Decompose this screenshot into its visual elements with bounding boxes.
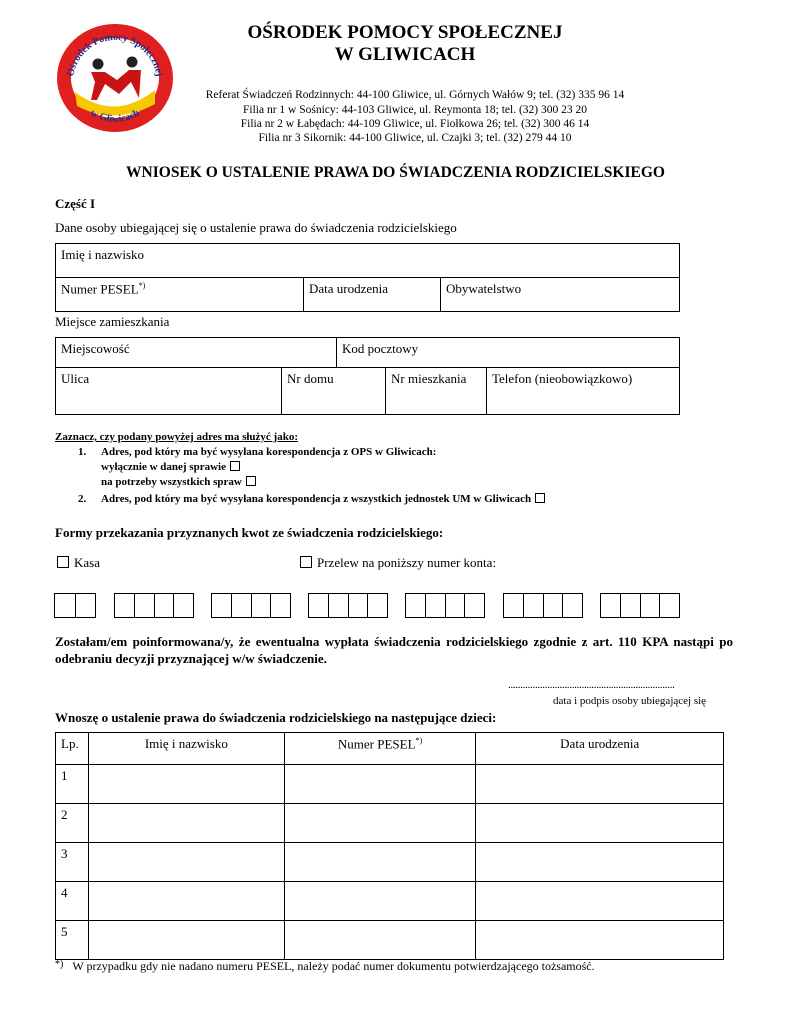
institution-name: OŚRODEK POMOCY SPOŁECZNEJ	[247, 22, 563, 43]
child-name-cell[interactable]	[88, 882, 284, 921]
signature-line[interactable]: ....................................................................	[508, 679, 675, 691]
footnote	[55, 959, 595, 974]
address-use-item-2-number: 2.	[78, 493, 87, 505]
col-pesel-footnote-mark: *)	[415, 736, 423, 745]
name-field[interactable]	[55, 243, 680, 278]
account-number-group-1[interactable]	[54, 593, 96, 618]
address-use-item-1: Adres, pod który ma być wysyłana korespondencja z OPS w Gliwicach:	[101, 446, 437, 458]
flat-no-field[interactable]	[385, 367, 487, 415]
address-use-heading: Zaznacz, czy podany powyżej adres ma służyć jako:	[55, 431, 298, 443]
col-pesel	[284, 733, 476, 765]
address-use-item-1-number: 1.	[78, 446, 87, 458]
um-correspondence-checkbox[interactable]	[535, 493, 545, 503]
address-use-item-2-label: Adres, pod który ma być wysyłana korespondencja z wszystkich jednostek UM w Gliwicach	[101, 493, 532, 505]
phone-label: Telefon (nieobowiązkowo)	[492, 371, 633, 386]
row-number: 4	[56, 882, 89, 921]
pesel-field[interactable]	[55, 277, 304, 312]
form-title: WNIOSEK O USTALENIE PRAWA DO ŚWIADCZENIA RODZICIELSKIEGO	[126, 164, 665, 181]
child-birth-date-cell[interactable]	[476, 921, 724, 960]
citizenship-label: Obywatelstwo	[446, 281, 522, 296]
institution-city: W GLIWICACH	[334, 44, 476, 65]
child-pesel-cell[interactable]	[284, 843, 476, 882]
table-row	[56, 804, 724, 843]
child-birth-date-cell[interactable]	[476, 843, 724, 882]
street-label: Ulica	[61, 371, 90, 386]
child-name-cell[interactable]	[88, 804, 284, 843]
applicant-intro: Dane osoby ubiegającej się o ustalenie prawa do świadczenia rodzicielskiego	[55, 220, 457, 235]
row-number: 1	[56, 765, 89, 804]
ops-gliwice-logo	[55, 22, 175, 134]
birth-date-field[interactable]	[303, 277, 441, 312]
address-line-2: Filia nr 1 w Sośnicy: 44-103 Gliwice, ul. Reymonta 18; tel. (32) 300 23 20	[242, 104, 587, 116]
transfer-checkbox[interactable]	[300, 556, 312, 568]
children-table-header	[56, 733, 724, 765]
children-heading: Wnoszę o ustalenie prawa do świadczenia rodzicielskiego na następujące dzieci:	[55, 710, 497, 725]
address-line-3: Filia nr 2 w Łabędach: 44-109 Gliwice, ul. Fiołkowa 26; tel. (32) 300 46 14	[240, 118, 590, 130]
children-table	[55, 732, 724, 960]
single-case-checkbox[interactable]	[230, 461, 240, 471]
information-statement: Zostałam/em poinformowana/y, że ewentualna wypłata świadczenia rodzicielskiego zgodnie z art. 110 KPA nastąpi po odebraniu decyzji przyznającej w/w świadczenie.	[55, 634, 733, 666]
option-all-cases[interactable]	[101, 475, 256, 490]
residence-heading: Miejsce zamieszkania	[55, 314, 170, 329]
child-birth-date-cell[interactable]	[476, 765, 724, 804]
footnote-text: W przypadku gdy nie nadano numeru PESEL, należy podać numer dokumentu potwierdzającego tożsamość.	[72, 959, 595, 973]
child-pesel-cell[interactable]	[284, 804, 476, 843]
pesel-label: Numer PESEL	[61, 281, 139, 297]
logo-text-bottom: w Gliwicach	[88, 107, 142, 125]
child-pesel-cell[interactable]	[284, 921, 476, 960]
option-single-case[interactable]	[101, 460, 240, 475]
child-pesel-cell[interactable]	[284, 765, 476, 804]
footnote-mark: *)	[55, 959, 64, 970]
row-number: 3	[56, 843, 89, 882]
row-number: 5	[56, 921, 89, 960]
street-field[interactable]	[55, 367, 282, 415]
address-line-1: Referat Świadczeń Rodzinnych: 44-100 Gliwice, ul. Górnych Wałów 9; tel. (32) 335 96 14	[205, 89, 625, 101]
address-line-4: Filia nr 3 Sikornik: 44-100 Gliwice, ul. Czajki 3; tel. (32) 279 44 10	[258, 132, 572, 144]
logo-text-top: Ośrodek Pomocy Społecznej	[65, 31, 165, 78]
flat-no-label: Nr mieszkania	[391, 371, 467, 386]
col-name: Imię i nazwisko	[88, 733, 284, 765]
postal-code-label: Kod pocztowy	[342, 341, 419, 356]
child-birth-date-cell[interactable]	[476, 804, 724, 843]
child-birth-date-cell[interactable]	[476, 882, 724, 921]
account-number-group-4[interactable]	[308, 593, 388, 618]
account-number-group-3[interactable]	[211, 593, 291, 618]
name-label: Imię i nazwisko	[61, 247, 145, 262]
account-number-group-2[interactable]	[114, 593, 194, 618]
house-no-label: Nr domu	[287, 371, 334, 386]
child-name-cell[interactable]	[88, 921, 284, 960]
pesel-footnote-mark: *)	[138, 281, 146, 290]
city-field[interactable]	[55, 337, 337, 368]
child-name-cell[interactable]	[88, 843, 284, 882]
cash-checkbox[interactable]	[57, 556, 69, 568]
house-no-field[interactable]	[281, 367, 386, 415]
option-transfer[interactable]	[300, 555, 496, 571]
phone-field[interactable]	[486, 367, 680, 415]
option-cash[interactable]	[57, 555, 100, 571]
signature-label: data i podpis osoby ubiegającej się	[553, 695, 707, 707]
birth-date-label: Data urodzenia	[309, 281, 389, 296]
col-pesel-label: Numer PESEL	[337, 736, 416, 752]
citizenship-field[interactable]	[440, 277, 680, 312]
table-row	[56, 882, 724, 921]
col-lp: Lp.	[56, 733, 89, 765]
option-um-correspondence[interactable]	[101, 492, 545, 507]
child-name-cell[interactable]	[88, 765, 284, 804]
account-number-group-5[interactable]	[405, 593, 485, 618]
option-all-cases-label: na potrzeby wszystkich spraw	[101, 476, 242, 488]
row-number: 2	[56, 804, 89, 843]
city-label: Miejscowość	[61, 341, 130, 356]
table-row	[56, 843, 724, 882]
col-birth-date: Data urodzenia	[476, 733, 724, 765]
all-cases-checkbox[interactable]	[246, 476, 256, 486]
postal-code-field[interactable]	[336, 337, 680, 368]
child-pesel-cell[interactable]	[284, 882, 476, 921]
table-row	[56, 765, 724, 804]
cash-label: Kasa	[74, 555, 100, 570]
payment-heading: Formy przekazania przyznanych kwot ze świadczenia rodzicielskiego:	[55, 525, 444, 540]
part-label: Część I	[55, 196, 96, 211]
option-single-case-label: wyłącznie w danej sprawie	[101, 461, 226, 473]
transfer-label: Przelew na poniższy numer konta:	[317, 555, 497, 570]
table-row	[56, 921, 724, 960]
account-number-group-6[interactable]	[503, 593, 583, 618]
account-number-group-7[interactable]	[600, 593, 680, 618]
